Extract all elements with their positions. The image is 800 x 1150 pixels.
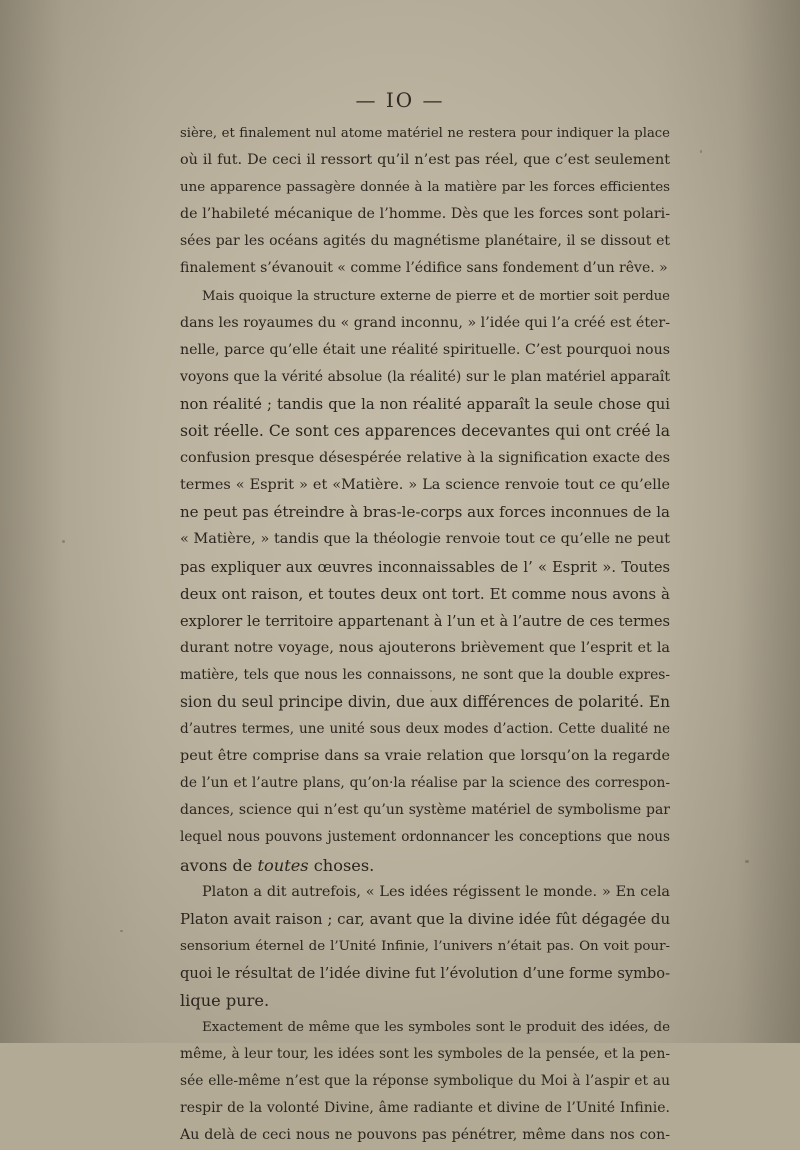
text-line: pas expliquer aux œuvres inconnaissables de l’ « Esprit ». Toutes xyxy=(180,558,670,576)
text-line: Au delà de ceci nous ne pouvons pas pénétrer, même dans nos con- xyxy=(180,1127,670,1144)
text-line: dans les royaumes du « grand inconnu, » l’idée qui l’a créé est éter- xyxy=(180,314,670,331)
text-line: avons de toutes choses. xyxy=(180,855,375,875)
text-line: peut être comprise dans sa vraie relation que lorsqu’on la regarde xyxy=(180,748,670,765)
text-line: quoi le résultat de l’idée divine fut l’évolution d’une forme symbo- xyxy=(180,964,670,982)
text-line: une apparence passagère donnée à la matière par les forces efficientes xyxy=(180,180,670,196)
text-line: ne peut pas étreindre à bras-le-corps aux forces inconnues de la xyxy=(180,503,670,522)
body-text xyxy=(180,120,670,1150)
text-line: sées par les océans agités du magnétisme planétaire, il se dissout et xyxy=(180,233,670,250)
text-line: voyons que la vérité absolue (la réalité) sur le plan matériel apparaît xyxy=(180,368,670,385)
text-line: d’autres termes, une unité sous deux modes d’action. Cette dualité ne xyxy=(180,721,670,738)
text-line: non réalité ; tandis que la non réalité apparaît la seule chose qui xyxy=(180,395,670,413)
text-line: soit réelle. Ce sont ces apparences decevantes qui ont créé la xyxy=(180,422,670,441)
text-line: Platon a dit autrefois, « Les idées régissent le monde. » En cela xyxy=(202,883,670,900)
italic-word: toutes xyxy=(257,855,309,875)
text-line: lique pure. xyxy=(180,991,270,1010)
text-line: nelle, parce qu’elle était une réalité spirituelle. C’est pourquoi nous xyxy=(180,341,670,358)
text-line: finalement s’évanouit « comme l’édifice sans fondement d’un rêve. » xyxy=(180,260,668,277)
text-line: même, à leur tour, les idées sont les symboles de la pensée, et la pen- xyxy=(180,1046,670,1063)
text-line: lequel nous pouvons justement ordonnancer les conceptions que nous xyxy=(180,829,670,846)
text-line: « Matière, » tandis que la théologie renvoie tout ce qu’elle ne peut xyxy=(180,531,670,548)
text-line: Exactement de même que les symboles sont le produit des idées, de xyxy=(202,1020,670,1036)
page-number: — IO — xyxy=(355,88,445,112)
text-line: explorer le territoire appartenant à l’un et à l’autre de ces termes xyxy=(180,612,670,630)
text-line: respir de la volonté Divine, âme radiante et divine de l’Unité Infinie. xyxy=(180,1100,670,1117)
text-line: de l’un et l’autre plans, qu’on·la réalise par la science des correspon- xyxy=(180,775,670,792)
text-line: dances, science qui n’est qu’un système matériel de symbolisme par xyxy=(180,802,670,819)
text-line: de l’habileté mécanique de l’homme. Dès que les forces sont polari- xyxy=(180,206,670,223)
text-line: durant notre voyage, nous ajouterons brièvement que l’esprit et la xyxy=(180,639,670,656)
text-line: sée elle-même n’est que la réponse symbolique du Moi à l’aspir et au xyxy=(180,1073,670,1090)
text-line: confusion presque désespérée relative à la signification exacte des xyxy=(180,450,670,467)
text-line: où il fut. De ceci il ressort qu’il n’est pas réel, que c’est seulement xyxy=(180,152,670,169)
text-line: Platon avait raison ; car, avant que la divine idée fût dégagée du xyxy=(180,909,671,928)
text-line: termes « Esprit » et «Matière. » La science renvoie tout ce qu’elle xyxy=(180,477,670,494)
text-line: matière, tels que nous les connaissons, ne sont que la double expres- xyxy=(180,666,670,683)
text-line: sensorium éternel de l’Unité Infinie, l’univers n’était pas. On voit pour- xyxy=(180,938,670,954)
text-line: Mais quoique la structure externe de pierre et de mortier soit perdue xyxy=(202,288,670,304)
text-line: sière, et finalement nul atome matériel ne restera pour indiquer la place xyxy=(180,126,670,141)
text-line: deux ont raison, et toutes deux ont tort. Et comme nous avons à xyxy=(180,584,670,603)
text-line: sion du seul principe divin, due aux différences de polarité. En xyxy=(180,692,670,711)
